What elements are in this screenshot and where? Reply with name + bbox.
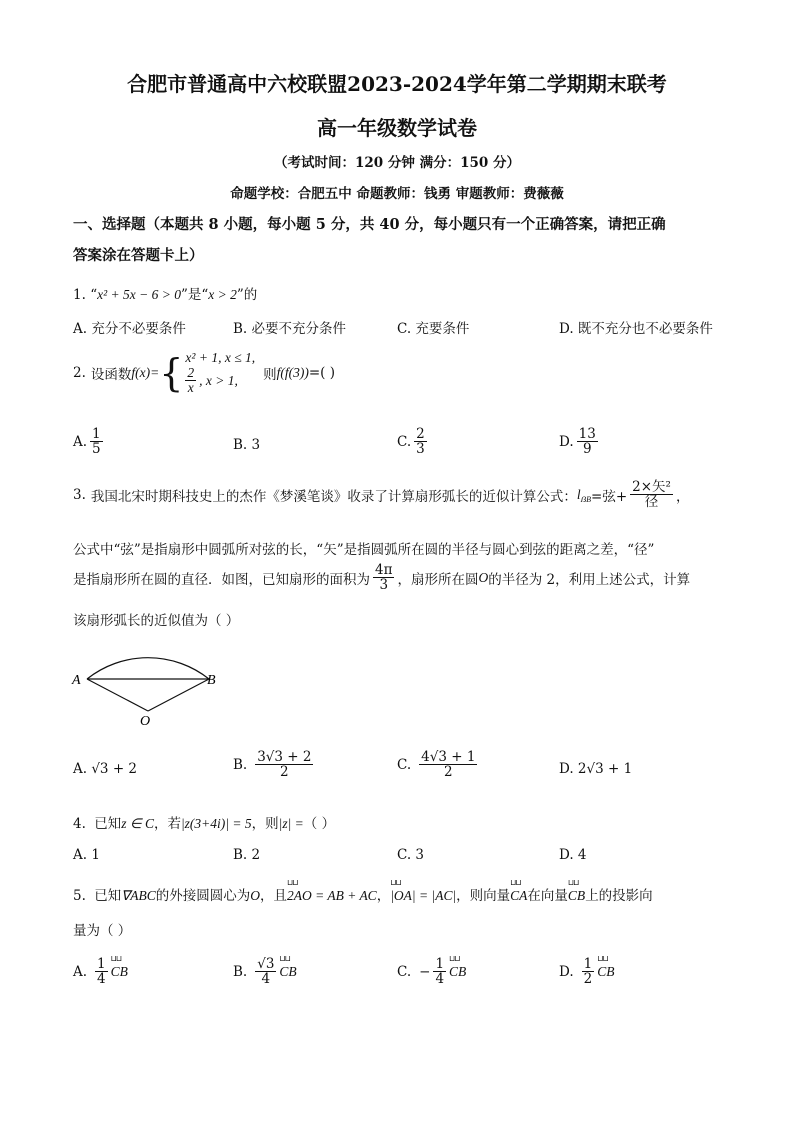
vector-equation: ⊔⊔ |OA| = |AC| bbox=[390, 888, 456, 904]
question-text: 设函数 bbox=[90, 366, 132, 383]
option-label: C. bbox=[397, 756, 412, 773]
question-5 bbox=[73, 884, 653, 904]
fraction-denominator: 2 bbox=[443, 764, 453, 781]
page-title: 合肥市普通高中六校联盟2023-2024学年第二学期期末联考 bbox=[127, 72, 667, 96]
formula-l: l bbox=[576, 486, 581, 502]
question-3-line-4: 该扇形弧长的近似值为（ ） bbox=[73, 613, 240, 629]
case-1: x² + 1, x ≤ 1, bbox=[185, 350, 256, 365]
question-3 bbox=[73, 480, 689, 509]
option-label: B. bbox=[233, 756, 248, 773]
sector-arc bbox=[87, 658, 209, 679]
fraction-numerator: 1 bbox=[97, 956, 106, 972]
fraction-denominator: 4 bbox=[435, 971, 445, 988]
option-c bbox=[397, 427, 430, 456]
case-2 bbox=[185, 366, 255, 395]
question-text: 上的投影向 bbox=[585, 888, 653, 904]
option-label: B. bbox=[233, 963, 248, 980]
fraction-numerator: 3√3 + 2 bbox=[257, 749, 312, 765]
option-label: A. bbox=[73, 963, 88, 980]
sector-radius-b bbox=[148, 679, 209, 711]
option-label: D. bbox=[559, 963, 574, 980]
vector-symbol: ⊔⊔ CB bbox=[597, 964, 614, 980]
fraction-denominator: 9 bbox=[582, 441, 592, 458]
point-label-b: B bbox=[207, 673, 216, 688]
question-text: ，则 bbox=[251, 816, 279, 832]
question-text: ”是“ bbox=[180, 287, 209, 303]
answer-blank: （ ） bbox=[303, 816, 336, 832]
fraction-numerator: 13 bbox=[578, 426, 596, 442]
question-text: 的半径为 2，利用上述公式，计算 bbox=[488, 571, 691, 588]
fraction-numerator: √3 bbox=[257, 956, 275, 972]
option-a: A. 充分不必要条件 bbox=[73, 321, 186, 337]
exam-authors: 命题学校：合肥五中 命题教师：钱勇 审题教师：费薇薇 bbox=[230, 186, 564, 202]
question-text: ，扇形所在圆 bbox=[397, 571, 479, 588]
question-3-line-2: 公式中“弦”是指扇形中圆弧所对弦的长，“矢”是指圆弧所在圆的半径与圆心到弦的距离之差，“径” bbox=[73, 542, 655, 558]
option-a bbox=[73, 957, 128, 986]
function-name: f(x)= bbox=[131, 364, 160, 380]
option-c bbox=[397, 750, 480, 779]
question-3-line-3 bbox=[73, 563, 690, 592]
fraction-numerator: 2 bbox=[187, 365, 195, 380]
answer-blank: =( ) bbox=[308, 364, 335, 381]
question-text: ， bbox=[376, 888, 391, 904]
option-b: B. 2 bbox=[233, 847, 261, 863]
option-c: C. 3 bbox=[397, 847, 425, 863]
point-label-o: O bbox=[140, 714, 151, 729]
fraction-denominator: 径 bbox=[644, 494, 659, 511]
math-symbol: O bbox=[478, 569, 489, 585]
question-text: 已知 bbox=[94, 816, 122, 832]
exam-time-info: （考试时间：120 分钟 满分：150 分） bbox=[274, 155, 520, 171]
option-d: D. 2√3 + 1 bbox=[559, 761, 633, 777]
option-d bbox=[559, 427, 601, 456]
fraction-denominator: 4 bbox=[97, 971, 106, 988]
formula-text: =弦+ bbox=[591, 488, 628, 505]
option-b: B. 必要不充分条件 bbox=[233, 321, 347, 337]
math-expression: x² + 5x − 6 > 0 bbox=[97, 287, 181, 302]
math-symbol: O bbox=[250, 888, 260, 903]
vector-symbol: ⊔⊔ CA bbox=[510, 888, 527, 904]
fraction-denominator: 4 bbox=[261, 971, 271, 988]
brace-symbol: { bbox=[159, 350, 184, 395]
vector-symbol: ⊔⊔ CB bbox=[279, 964, 296, 980]
fraction-denominator: 5 bbox=[92, 441, 101, 458]
question-text: 则 bbox=[263, 366, 277, 383]
fraction-numerator: 4√3 + 1 bbox=[421, 749, 476, 765]
question-text: ，若 bbox=[153, 816, 181, 832]
question-text: 我国北宋时期科技史上的杰作《梦溪笔谈》收录了计算扇形弧长的近似计算公式： bbox=[90, 488, 577, 505]
sector-figure bbox=[68, 636, 228, 732]
math-expression: z ∈ C bbox=[121, 816, 154, 831]
option-a: A. 1 bbox=[73, 847, 100, 863]
option-d bbox=[559, 957, 615, 986]
question-number: 4. bbox=[73, 816, 86, 832]
fraction-numerator: 2 bbox=[416, 426, 425, 442]
option-c: C. 充要条件 bbox=[397, 321, 470, 337]
option-c bbox=[397, 957, 466, 986]
option-d: D. 既不充分也不必要条件 bbox=[559, 321, 713, 337]
section-heading: 一、选择题（本题共 8 小题，每小题 5 分，共 40 分，每小题只有一个正确答案，请把正确 bbox=[73, 216, 666, 233]
math-expression: x > 2 bbox=[208, 287, 237, 302]
page-subtitle: 高一年级数学试卷 bbox=[317, 116, 477, 140]
question-text: ， bbox=[675, 488, 690, 505]
option-label: D. bbox=[559, 433, 574, 450]
formula-subscript: ẞB bbox=[580, 495, 592, 505]
question-text: ，且 bbox=[259, 888, 287, 904]
question-text: ，则向量 bbox=[456, 888, 511, 904]
question-text: 是指扇形所在圆的直径．如图，已知扇形的面积为 bbox=[73, 571, 370, 588]
question-number: 1. bbox=[73, 287, 86, 303]
option-b bbox=[233, 750, 316, 779]
math-expression: |z(3+4i)| = 5 bbox=[180, 816, 252, 831]
question-text: ”的 bbox=[236, 287, 258, 303]
fraction-denominator: 2 bbox=[583, 971, 593, 988]
question-text: 的外接圆圆心为 bbox=[155, 888, 251, 904]
question-5-line-2: 量为（ ） bbox=[73, 923, 132, 939]
option-label: A. bbox=[73, 433, 88, 450]
point-label-a: A bbox=[72, 673, 81, 688]
math-expression: f(f(3)) bbox=[276, 364, 309, 380]
minus-sign: − bbox=[419, 963, 431, 980]
fraction-denominator: 3 bbox=[379, 577, 389, 594]
option-a: A. √3 + 2 bbox=[73, 761, 138, 777]
sector-radius-a bbox=[87, 679, 148, 711]
fraction-numerator: 1 bbox=[583, 956, 593, 972]
vector-symbol: ⊔⊔ CB bbox=[111, 964, 128, 980]
option-b bbox=[233, 957, 297, 986]
option-label: C. bbox=[397, 963, 412, 980]
case-2-condition: , x > 1, bbox=[199, 372, 238, 388]
fraction-denominator: 2 bbox=[280, 764, 289, 781]
vector-equation: ⊔⊔ 2AO = AB + AC bbox=[287, 888, 377, 904]
fraction-numerator: 1 bbox=[92, 426, 101, 442]
option-b: B. 3 bbox=[233, 437, 261, 453]
piecewise-cases bbox=[185, 350, 255, 395]
fraction-denominator: x bbox=[187, 380, 194, 396]
question-1 bbox=[73, 283, 257, 303]
option-a bbox=[73, 427, 106, 456]
math-expression: |z| = bbox=[278, 816, 304, 831]
math-expression: ∇ABC bbox=[121, 888, 156, 903]
vector-symbol: ⊔⊔ CB bbox=[449, 964, 466, 980]
option-d: D. 4 bbox=[559, 847, 587, 863]
fraction-numerator: 4π bbox=[375, 562, 393, 578]
vector-symbol: ⊔⊔ CB bbox=[568, 888, 585, 904]
question-text: “ bbox=[90, 287, 98, 303]
question-number: 2. bbox=[73, 364, 86, 381]
section-heading-cont: 答案涂在答题卡上） bbox=[73, 247, 204, 264]
question-2 bbox=[73, 350, 335, 395]
question-number: 5. bbox=[73, 888, 86, 904]
question-text: 已知 bbox=[94, 888, 122, 904]
question-number: 3. bbox=[73, 486, 86, 503]
fraction-numerator: 2×矢² bbox=[632, 479, 671, 495]
option-label: C. bbox=[397, 433, 412, 450]
fraction-denominator: 3 bbox=[416, 441, 425, 458]
question-text: 在向量 bbox=[527, 888, 568, 904]
fraction-numerator: 1 bbox=[435, 956, 445, 972]
question-4 bbox=[73, 812, 335, 832]
